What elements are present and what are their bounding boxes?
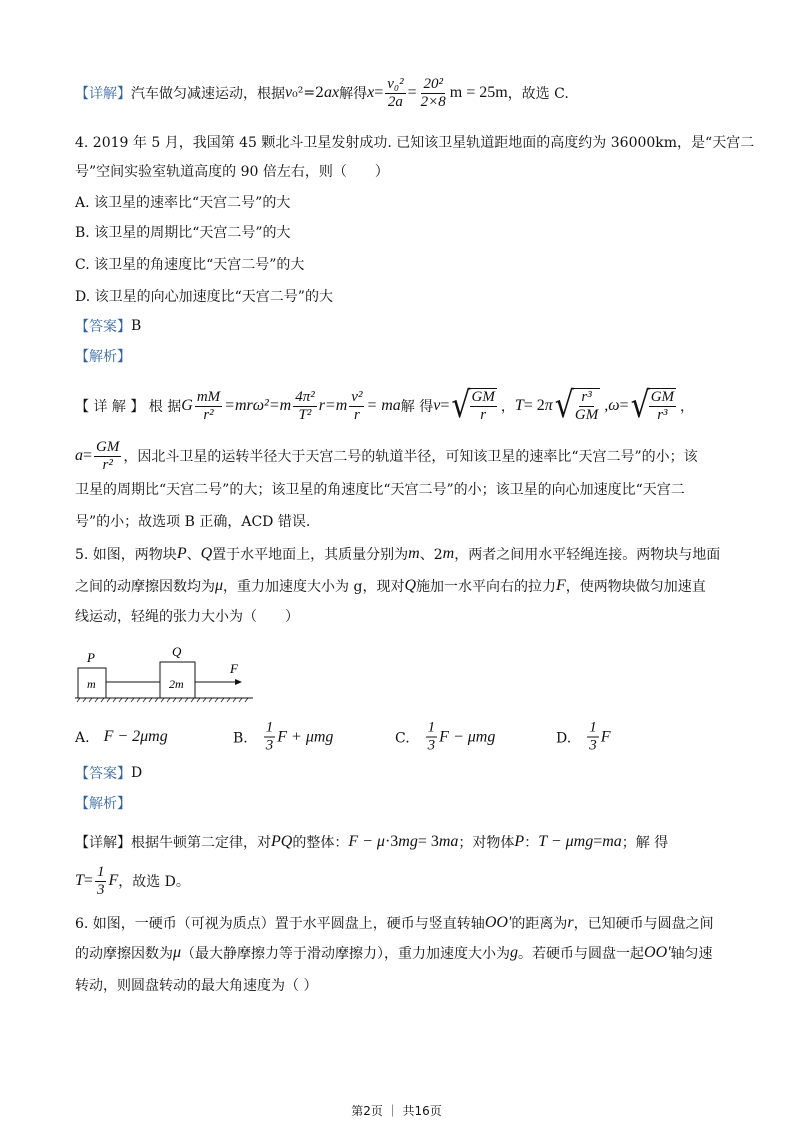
math-italic: OO': [484, 914, 512, 931]
math-roman: =: [83, 872, 93, 889]
text: 解 得: [400, 399, 434, 415]
q5-option-d: [556, 720, 610, 755]
fraction: [419, 76, 448, 111]
text: 、2: [419, 547, 443, 563]
text: 的距离为: [511, 916, 568, 932]
math-italic: v: [433, 397, 441, 414]
page-footer: 第2页 ｜ 共16页: [351, 1104, 442, 1118]
math-italic: μ: [215, 577, 224, 594]
math-roman: ·3: [384, 833, 399, 850]
text: ：: [524, 835, 539, 851]
denominator: 3: [589, 737, 597, 754]
numerator: v²: [351, 388, 363, 405]
q5-option-a: [75, 727, 168, 747]
math-italic: = ma: [366, 397, 401, 414]
text: D: [131, 765, 143, 781]
text: B. 该卫星的周期比“天宫二号”的大: [75, 225, 291, 241]
denominator: 2a: [387, 93, 403, 110]
math-roman: = 2: [523, 397, 545, 414]
math-roman: =: [593, 833, 603, 850]
text: ₀²=2: [292, 85, 324, 101]
numerator: GM: [96, 438, 120, 455]
numerator: mM: [196, 388, 221, 405]
numerator: GM: [471, 389, 495, 405]
text: C.: [395, 730, 424, 746]
q5-detail-line: [75, 861, 190, 901]
text: ，: [500, 399, 515, 415]
square-root: [630, 384, 678, 427]
math-italic: T − μmg: [538, 833, 594, 850]
math-italic: =mrω²=m: [224, 397, 292, 414]
text: 的动摩擦因数为: [75, 946, 173, 962]
section-label: 【详解】: [75, 86, 131, 102]
denominator: GM: [574, 407, 599, 423]
text: C. 该卫星的角速度比“天宫二号”的大: [75, 257, 305, 273]
fraction: [349, 389, 364, 424]
section-label: 【解析】: [75, 349, 131, 365]
label-q: Q: [172, 644, 182, 659]
text: 之间的动摩擦因数均为: [75, 579, 215, 595]
math-italic: g: [510, 944, 519, 961]
text: 轴匀速: [670, 946, 713, 962]
fraction: [385, 76, 405, 111]
text: ，已知硬币与圆盘之间: [573, 916, 714, 932]
q5-detail-line: [75, 822, 668, 862]
math-italic: G: [181, 397, 193, 414]
math-italic: OO': [644, 944, 671, 961]
math-italic: r: [567, 914, 574, 931]
math-roman: =: [83, 447, 93, 464]
denominator: r³: [657, 407, 668, 423]
math-italic: P: [176, 545, 187, 562]
radical-sign-icon: √: [630, 384, 650, 427]
math-italic: m: [408, 545, 420, 562]
q4-analysis-label: [75, 336, 131, 376]
text: D.: [556, 730, 586, 746]
arrow-head-icon: [235, 679, 242, 685]
q6-stem-line: [75, 965, 317, 1005]
text: 6. 如图，一硬币（可视为质点）置于水平圆盘上，硬币与竖直转轴: [75, 916, 485, 932]
q4-detail-formula-line: [75, 386, 694, 426]
q5-stem-line: [75, 596, 299, 636]
denominator: r²: [203, 406, 214, 423]
numerator: 1: [96, 863, 105, 880]
math-italic: T: [75, 872, 84, 889]
text: 置于水平地面上，其质量分别为: [212, 547, 409, 563]
math-italic: F: [600, 728, 611, 745]
denominator: r: [480, 407, 487, 423]
fraction: [195, 389, 222, 424]
fraction: [470, 388, 497, 424]
square-root: [451, 384, 498, 427]
text: ，使两物块做匀加速直: [565, 579, 706, 595]
force-label: F: [230, 661, 238, 676]
math-italic: a: [75, 447, 83, 464]
text: 4. 2019 年 5 月，我国第 45 颗北斗卫星发射成功. 已知该卫星轨道距地面的高度约为 36000km，是“天宫二: [75, 135, 755, 151]
text: A. 该卫星的速率比“天宫二号”的大: [75, 195, 291, 211]
math-italic: P: [514, 833, 525, 850]
q5-analysis-label: [75, 783, 131, 823]
math-italic: F − μ: [348, 833, 385, 850]
numerator: 20²: [423, 75, 443, 92]
q5-option-c: [395, 720, 495, 755]
section-label: 【答案】: [75, 319, 131, 335]
text: 。若硬币与圆盘一起: [518, 946, 645, 962]
denominator: 3: [96, 881, 105, 898]
text: ；解 得: [621, 835, 669, 851]
section-label: 【答案】: [75, 766, 131, 782]
math-roman: =: [619, 397, 629, 414]
numerator: GM: [650, 389, 675, 405]
fraction: [587, 720, 599, 755]
fraction: [649, 388, 676, 424]
math-roman: =: [407, 84, 417, 101]
math-italic: F: [556, 577, 566, 594]
math-italic: F: [108, 872, 119, 889]
math-italic: mg: [398, 833, 418, 850]
math-italic: ,ω: [604, 397, 620, 414]
math-roman: m = 25m: [449, 84, 508, 101]
text: ，故选 D。: [118, 874, 190, 890]
text: 线运动，轻绳的张力大小为（ ）: [75, 609, 299, 625]
text: 转动，则圆盘转动的最大角速度为（ ）: [75, 978, 318, 994]
label-p: P: [87, 650, 95, 665]
text: ，故选 C.: [507, 86, 569, 102]
denominator: r²: [102, 456, 113, 473]
text: 施加一水平向右的拉力: [416, 579, 557, 595]
math-roman: =: [440, 397, 450, 414]
fraction: [264, 720, 276, 755]
text: ，重力加速度大小为 g，现对: [223, 579, 405, 595]
radical-sign-icon: √: [554, 384, 574, 427]
text: 卫星的周期比“天宫二号”的大；该卫星的角速度比“天宫二号”的小；该卫星的向心加速度比“天宫二: [75, 482, 685, 498]
mass-p: m: [87, 677, 96, 691]
text: ；对物体: [458, 835, 515, 851]
denominator: 3: [265, 737, 274, 754]
text: A.: [75, 730, 104, 746]
fraction: [95, 864, 107, 899]
text: 的整体：: [292, 835, 349, 851]
q5-diagram: [75, 642, 265, 704]
math-italic: x: [367, 84, 375, 101]
denominator: T²: [298, 406, 312, 423]
text: 汽车做匀减速运动，根据: [131, 86, 285, 102]
text: D. 该卫星的向心加速度比“天宫二号”的大: [75, 289, 333, 305]
numerator: v₀²: [387, 75, 404, 92]
text: （最大静摩擦力等于滑动摩擦力），重力加速度大小为: [181, 946, 511, 962]
denominator: r: [353, 406, 360, 423]
text: ，因北斗卫星的运转半径大于天宫二号的轨道半径，可知该卫星的速率比“天宫二号”的小；该: [123, 449, 698, 465]
text: 5. 如图，两物块: [75, 547, 177, 563]
text: 【详解】根据牛顿第二定律，对: [75, 835, 271, 851]
q3-detail-line: [75, 73, 569, 113]
denominator: 2×8: [420, 93, 446, 110]
mass-q: 2m: [169, 677, 184, 691]
math-italic: T: [514, 397, 524, 414]
text: B: [131, 318, 142, 334]
square-root: [554, 384, 602, 427]
math-roman: = 3: [417, 833, 439, 850]
math-italic: r=m: [318, 397, 348, 414]
math-italic: Q: [404, 577, 417, 594]
math-italic: F + μmg: [277, 728, 334, 745]
math-italic: ax: [323, 84, 340, 101]
q5-option-b: [233, 720, 333, 755]
fraction: [293, 389, 317, 424]
numerator: 1: [265, 719, 274, 736]
math-italic: m: [442, 545, 455, 562]
math-italic: PQ: [271, 833, 293, 850]
math-italic: π: [544, 397, 553, 414]
math-italic: ma: [602, 833, 622, 850]
text: 号”空间实验室轨道高度的 90 倍左右，则（ ）: [75, 164, 389, 180]
math-italic: F − μmg: [439, 728, 496, 745]
numerator: 1: [427, 719, 436, 736]
math-italic: F − 2μmg: [103, 728, 168, 745]
fraction: [573, 388, 600, 424]
numerator: r³: [581, 389, 592, 405]
radical-sign-icon: √: [451, 384, 471, 427]
fraction: [426, 720, 438, 755]
text: 【 详 解 】 根 据: [75, 399, 182, 415]
math-italic: v: [285, 84, 293, 101]
math-italic: μ: [173, 944, 182, 961]
text: ，: [680, 399, 695, 415]
math-italic: Q: [200, 545, 213, 562]
text: ，两者之间用水平轻绳连接。两物块与地面: [454, 547, 721, 563]
math-roman: =: [374, 84, 384, 101]
text: 、: [186, 547, 201, 563]
section-label: 【解析】: [75, 796, 131, 812]
ground-hatching: [77, 698, 248, 702]
denominator: 3: [427, 737, 436, 754]
text: 号”的小；故选项 B 正确，ACD 错误.: [75, 514, 311, 530]
text: B.: [233, 730, 262, 746]
math-italic: ma: [438, 833, 459, 850]
numerator: 4π²: [295, 388, 315, 405]
text: 解得: [339, 86, 368, 102]
numerator: 1: [589, 719, 597, 736]
